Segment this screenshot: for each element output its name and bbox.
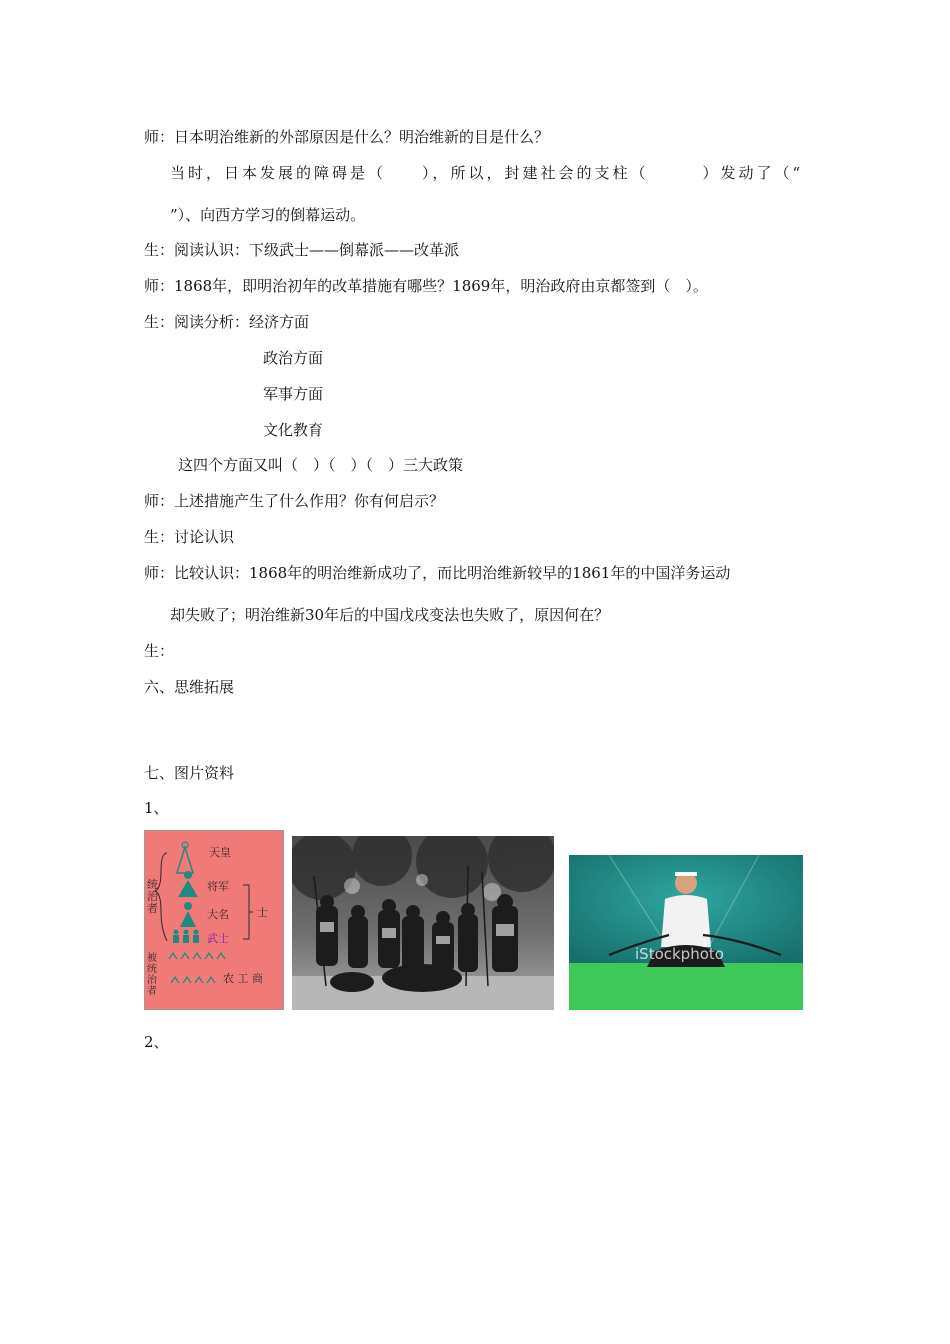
samurai-group-photo bbox=[292, 836, 554, 1010]
picture-group-1-label: 1、 bbox=[144, 799, 169, 817]
samurai-photo-art bbox=[292, 836, 554, 1010]
text-line-11: 师：上述措施产生了什么作用？你有何启示？ bbox=[144, 492, 445, 510]
label-shogun: 将军 bbox=[207, 880, 229, 893]
text-line-1: 师：日本明治维新的外部原因是什么？明治维新的目是什么？ bbox=[144, 128, 550, 146]
label-ruled: 被统治者 bbox=[147, 953, 157, 997]
text-line-14: 却失败了；明治维新30年后的中国戊戌变法也失败了，原因何在？ bbox=[170, 606, 610, 624]
swordsman-photo-art bbox=[569, 855, 803, 1010]
section-heading-pictures: 七、图片资料 bbox=[144, 764, 235, 782]
label-daimyo: 大名 bbox=[207, 908, 229, 921]
text-line-10: 这四个方面又叫（ ）（ ）（ ）三大政策 bbox=[178, 456, 464, 474]
text-line-13: 师：比较认识：1868年的明治维新成功了，而比明治维新较早的1861年的中国洋务运动 bbox=[144, 564, 731, 582]
text-line-3: ”）、向西方学习的倒幕运动。 bbox=[170, 206, 366, 224]
label-shi: 士 bbox=[257, 906, 268, 919]
kneeling-swordsman-photo bbox=[569, 855, 803, 1010]
text-line-6: 生：阅读分析：经济方面 bbox=[144, 313, 310, 331]
text-line-9: 文化教育 bbox=[263, 421, 324, 439]
photo-watermark: iStockphoto bbox=[635, 945, 724, 963]
label-samurai: 武士 bbox=[207, 932, 229, 945]
label-emperor: 天皇 bbox=[209, 846, 231, 859]
text-line-7: 政治方面 bbox=[263, 349, 324, 367]
text-line-12: 生：讨论认识 bbox=[144, 528, 235, 546]
section-heading-thinking: 六、思维拓展 bbox=[144, 678, 235, 696]
text-line-5: 师：1868年，即明治初年的改革措施有哪些？1869年，明治政府由京都签到（ ）。 bbox=[144, 277, 708, 295]
text-line-2: 当时，日本发展的障碍是（ ），所以，封建社会的支柱（ ）发动了（“ bbox=[170, 164, 804, 182]
label-rulers: 统治者 bbox=[147, 878, 158, 915]
class-hierarchy-image bbox=[144, 830, 284, 1010]
text-line-4: 生：阅读认识：下级武士——倒幕派——改革派 bbox=[144, 241, 460, 259]
text-line-8: 军事方面 bbox=[263, 385, 324, 403]
label-commoners: 农 工 商 bbox=[223, 972, 263, 985]
text-line-15: 生： bbox=[144, 642, 175, 660]
picture-group-2-label: 2、 bbox=[144, 1033, 169, 1051]
